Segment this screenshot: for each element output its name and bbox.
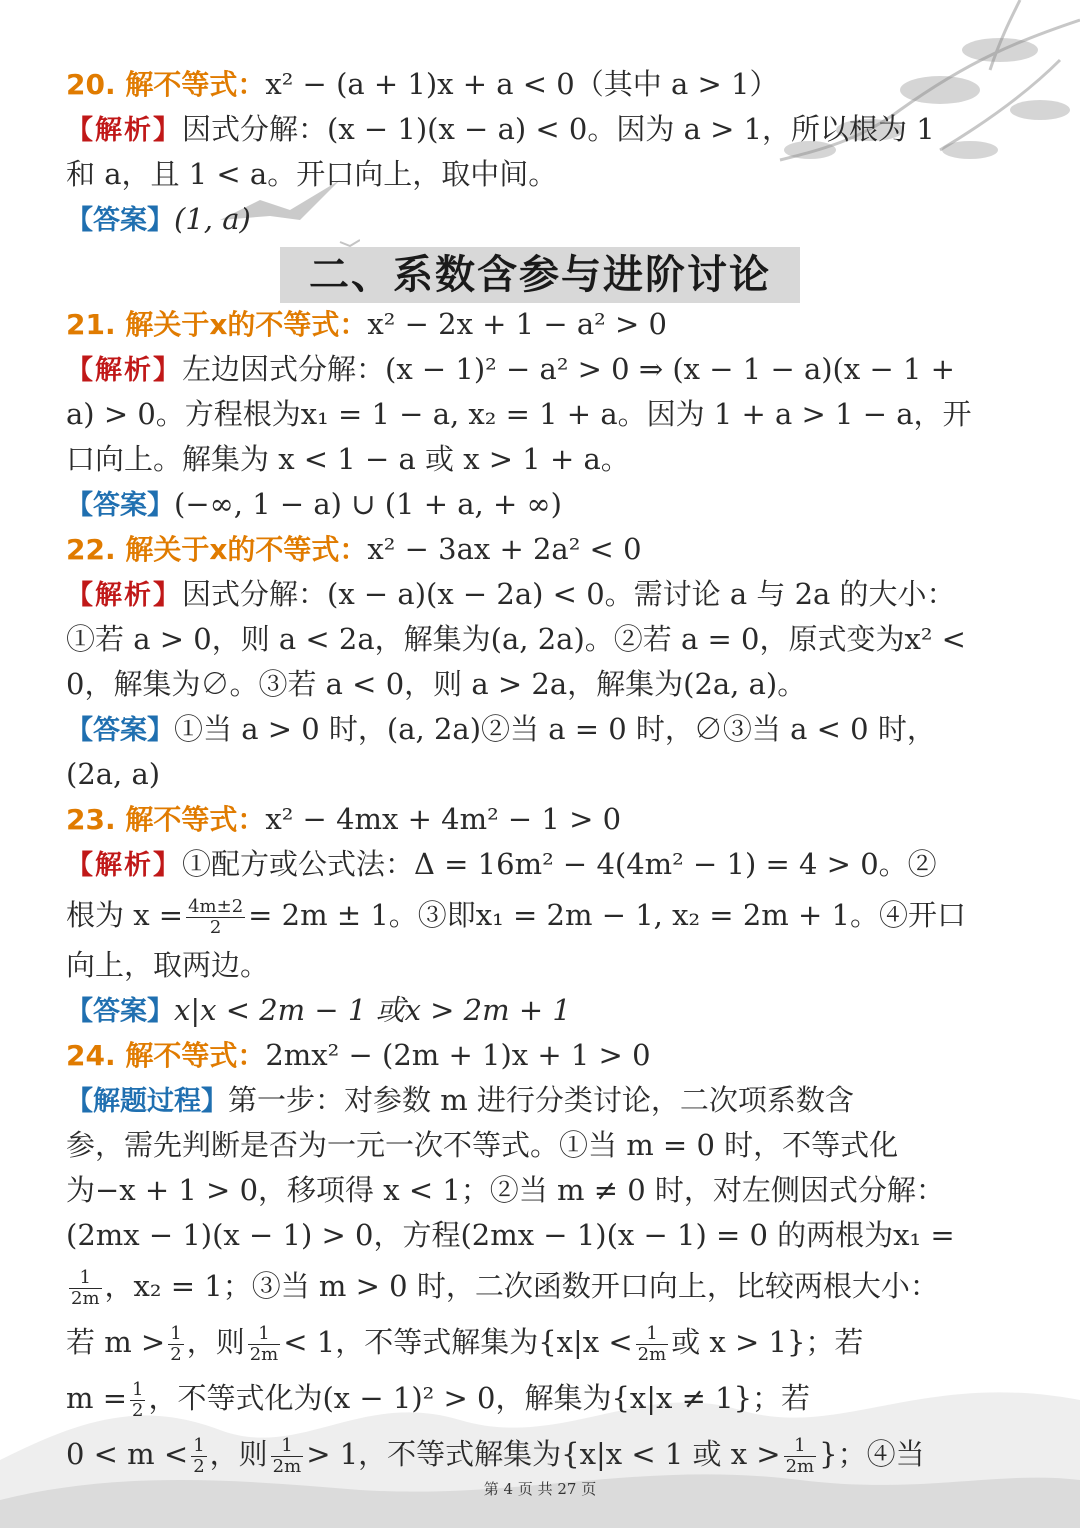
- analysis-tag: 【解析】: [66, 115, 182, 146]
- fraction-1-over-2m: [784, 1436, 817, 1477]
- problem-21-analysis-2: [66, 392, 996, 437]
- problem-22-answer-1: [66, 707, 996, 752]
- analysis-text: ①若 a > 0，则 a < 2a，解集为(a, 2a)。②若 a = 0，原式变为x² <: [66, 622, 966, 656]
- fraction-numerator: 1: [636, 1324, 669, 1345]
- analysis-text: 根为 x =: [66, 898, 184, 932]
- fraction-denominator: 2: [193, 1455, 205, 1477]
- process-text: 第一步：对参数 m 进行分类讨论，二次项系数含: [228, 1083, 854, 1117]
- fraction-denominator: 2m: [71, 1287, 100, 1309]
- analysis-text: 和 a，且 1 < a。开口向上，取中间。: [66, 157, 558, 191]
- problem-24-statement: [66, 1033, 996, 1078]
- fraction-1-over-2m: [636, 1324, 669, 1365]
- process-text: ，x₂ = 1；③当 m > 0 时，二次函数开口向上，比较两根大小：: [104, 1269, 939, 1303]
- problem-24-process-4: [66, 1213, 996, 1258]
- problem-24-process-3: [66, 1168, 996, 1213]
- fraction-numerator: 1: [248, 1324, 281, 1345]
- problem-21-statement: [66, 302, 996, 347]
- fraction-denominator: 2: [209, 916, 222, 938]
- process-text: 或 x > 1}；若: [671, 1325, 864, 1359]
- problem-24-process-1: [66, 1078, 996, 1123]
- process-text: 为−x + 1 > 0，移项得 x < 1；②当 m ≠ 0 时，对左侧因式分解：: [66, 1173, 945, 1207]
- root-fraction: [186, 897, 245, 938]
- fraction-numerator: 1: [132, 1378, 144, 1400]
- process-text: ，则: [209, 1437, 268, 1471]
- answer-tag: 【答案】: [66, 205, 174, 236]
- problem-22-analysis-3: [66, 662, 996, 707]
- fraction-numerator: 1: [170, 1322, 182, 1344]
- answer-text: x|x < 2m − 1 或x > 2m + 1: [174, 993, 571, 1027]
- analysis-text: 左边因式分解：(x − 1)² − a² > 0 ⇒ (x − 1 − a)(x − 1 +: [182, 352, 955, 386]
- problem-23-analysis-2: [66, 887, 996, 943]
- problem-20-answer: [66, 197, 996, 242]
- analysis-text: 因式分解：(x − 1)(x − a) < 0。因为 a > 1，所以根为 1: [182, 112, 935, 146]
- fraction-1-over-2m: [69, 1268, 102, 1309]
- process-text: ，不等式化为(x − 1)² > 0，解集为{x|x ≠ 1}；若: [148, 1381, 811, 1415]
- answer-text: (2a, a): [66, 757, 161, 791]
- answer-text: ①当 a > 0 时，(a, 2a)②当 a = 0 时，∅③当 a < 0 时，: [174, 712, 936, 746]
- answer-text: (−∞, 1 − a) ∪ (1 + a, + ∞): [174, 487, 562, 521]
- problem-23-statement: [66, 797, 996, 842]
- answer-tag: 【答案】: [66, 490, 174, 521]
- analysis-text: 向上，取两边。: [66, 948, 270, 982]
- process-text: 参，需先判断是否为一元一次不等式。①当 m = 0 时，不等式化: [66, 1128, 899, 1162]
- process-text: m =: [66, 1381, 128, 1415]
- problem-22-analysis-2: [66, 617, 996, 662]
- fraction-numerator: 1: [784, 1436, 817, 1457]
- problem-24-process-6: [66, 1314, 996, 1370]
- fraction-denominator: 2m: [637, 1343, 667, 1365]
- fraction-1-over-2: [168, 1324, 183, 1365]
- fraction-denominator: 2: [132, 1399, 144, 1421]
- fraction-1-over-2: [130, 1380, 145, 1421]
- problem-inequality: x² − (a + 1)x + a < 0（其中 a > 1）: [265, 67, 779, 101]
- process-text: > 1，不等式解集为{x|x < 1 或 x >: [306, 1437, 781, 1471]
- fraction-denominator: 2m: [249, 1343, 279, 1365]
- problem-23-analysis-3: [66, 943, 996, 988]
- answer-tag: 【答案】: [66, 715, 174, 746]
- page-footer: 第 4 页 共 27 页: [483, 1480, 597, 1498]
- fraction-numerator: 4m±2: [188, 895, 244, 917]
- analysis-text: 口向上。解集为 x < 1 − a 或 x > 1 + a。: [66, 442, 630, 476]
- section-heading-box: [280, 247, 800, 303]
- process-tag: 【解题过程】: [66, 1086, 228, 1117]
- process-text: 若 m >: [66, 1325, 166, 1359]
- problem-24-process-7: [66, 1370, 996, 1426]
- problem-label: 22. 解关于x的不等式：: [66, 533, 368, 566]
- problem-label: 23. 解不等式：: [66, 803, 266, 836]
- problem-24-process-8: [66, 1426, 996, 1482]
- analysis-text: = 2m ± 1。③即x₁ = 2m − 1, x₂ = 2m + 1。④开口: [248, 898, 966, 932]
- problem-21-answer: [66, 482, 996, 527]
- problem-22-statement: [66, 527, 996, 572]
- problem-22-analysis-1: [66, 572, 996, 617]
- problem-20-analysis-1: [66, 107, 996, 152]
- problem-23-answer: [66, 988, 996, 1033]
- analysis-tag: 【解析】: [66, 355, 182, 386]
- process-text: < 1，不等式解集为{x|x <: [283, 1325, 633, 1359]
- problem-inequality: x² − 3ax + 2a² < 0: [367, 532, 642, 566]
- section-heading: 二、系数含参与进阶讨论: [309, 252, 771, 298]
- process-text: (2mx − 1)(x − 1) > 0，方程(2mx − 1)(x − 1) = 0 的两根为x₁ =: [66, 1218, 955, 1252]
- problem-inequality: 2mx² − (2m + 1)x + 1 > 0: [265, 1038, 651, 1072]
- analysis-text: a) > 0。方程根为x₁ = 1 − a, x₂ = 1 + a。因为 1 + a > 1 − a，开: [66, 397, 972, 431]
- problem-label: 21. 解关于x的不等式：: [66, 308, 368, 341]
- problem-20-statement: [66, 62, 996, 107]
- fraction-1-over-2m: [271, 1436, 304, 1477]
- fraction-numerator: 1: [193, 1434, 205, 1456]
- problem-21-analysis-3: [66, 437, 996, 482]
- process-text: ，则: [186, 1325, 245, 1359]
- problem-label: 24. 解不等式：: [66, 1039, 266, 1072]
- analysis-text: ①配方或公式法：Δ = 16m² − 4(4m² − 1) = 4 > 0。②: [182, 847, 937, 881]
- problem-23-analysis-1: [66, 842, 996, 887]
- fraction-denominator: 2m: [272, 1455, 302, 1477]
- analysis-tag: 【解析】: [66, 580, 182, 611]
- problem-20-analysis-2: [66, 152, 996, 197]
- fraction-1-over-2m: [248, 1324, 281, 1365]
- fraction-numerator: 1: [69, 1268, 102, 1289]
- analysis-text: 0，解集为∅。③若 a < 0，则 a > 2a，解集为(2a, a)。: [66, 667, 807, 701]
- process-text: 0 < m <: [66, 1437, 189, 1471]
- answer-tag: 【答案】: [66, 996, 174, 1027]
- analysis-tag: 【解析】: [66, 850, 182, 881]
- problem-inequality: x² − 2x + 1 − a² > 0: [367, 307, 667, 341]
- problem-22-answer-2: [66, 752, 996, 797]
- analysis-text: 因式分解：(x − a)(x − 2a) < 0。需讨论 a 与 2a 的大小：: [182, 577, 956, 611]
- problem-label: 20. 解不等式：: [66, 68, 266, 101]
- process-text: }；④当: [819, 1437, 925, 1471]
- problem-inequality: x² − 4mx + 4m² − 1 > 0: [265, 802, 622, 836]
- fraction-denominator: 2m: [785, 1455, 815, 1477]
- problem-21-analysis-1: [66, 347, 996, 392]
- problem-24-process-2: [66, 1123, 996, 1168]
- fraction-denominator: 2: [170, 1343, 182, 1365]
- answer-text: (1, a): [174, 202, 251, 236]
- problem-24-process-5: [66, 1258, 996, 1314]
- fraction-numerator: 1: [271, 1436, 304, 1457]
- fraction-1-over-2: [191, 1436, 206, 1477]
